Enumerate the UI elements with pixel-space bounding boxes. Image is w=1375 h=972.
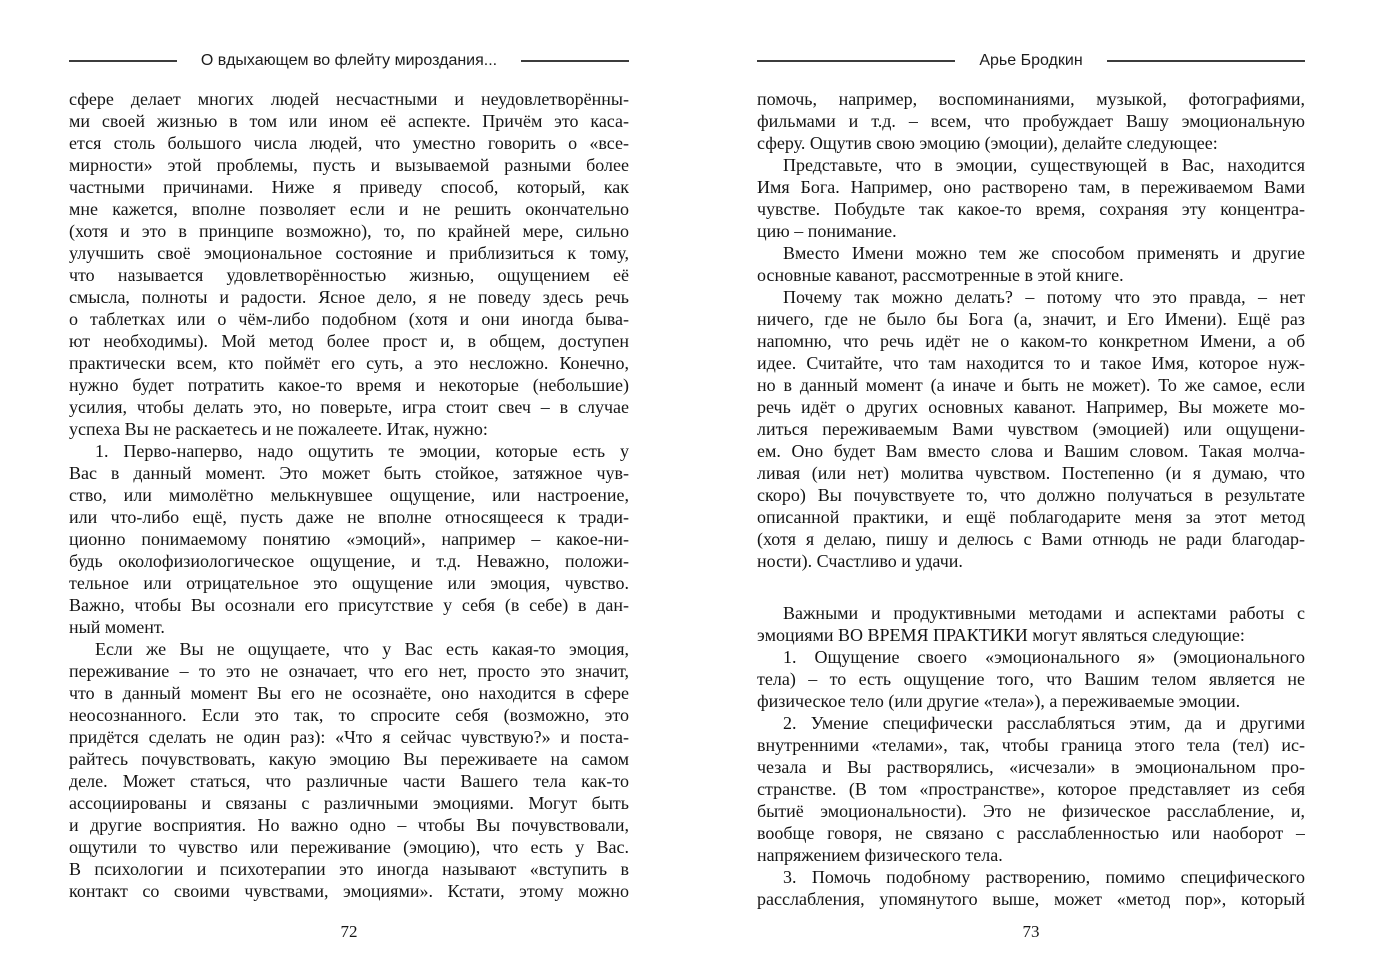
book-page-right xyxy=(757,50,1305,941)
running-header-right xyxy=(757,50,1305,72)
text-line: описанной практики, и ещё поблагодарите меня за этот метод xyxy=(757,507,1305,527)
text-line: напомню, что речь идёт не о каком-то конкретном Имени, а об xyxy=(757,331,1305,351)
text-line: В психологии и психотерапии это иногда называют «вступить в xyxy=(69,859,629,879)
text-line: деле. Может статься, что различные части Вашего тела как-то xyxy=(69,771,629,791)
text-line: литься переживаемым Вами чувством (эмоцией) или ощущени- xyxy=(757,419,1305,439)
running-header-title: О вдыхающем во флейту мироздания... xyxy=(200,52,498,69)
text-line: частными причинами. Ниже я приведу способ, который, как xyxy=(69,177,629,197)
text-line: что называется удовлетворённостью жизнью, ощущением её xyxy=(69,265,629,285)
text-line: речь идёт о других основных каванот. Например, Вы можете мо- xyxy=(757,397,1305,417)
header-rule-left xyxy=(757,60,955,62)
text-line: ционно понимаемому понятию «эмоций», например – какое-ни- xyxy=(69,529,629,549)
text-line: ный момент. xyxy=(69,617,165,637)
text-line: скоро) Вы почувствуете то, что должно получаться в результате xyxy=(757,485,1305,505)
text-line: будь околофизиологическое ощущение, и т.д. Неважно, положи- xyxy=(69,551,629,571)
text-line: и другие восприятия. Но важно одно – чтобы Вы почувствовали, xyxy=(69,815,629,835)
running-header-left xyxy=(69,50,629,72)
text-line: мне кажется, вполне позволяет если и не решить окончательно xyxy=(69,199,629,219)
text-line: Представьте, что в эмоции, существующей в Вас, находится xyxy=(783,155,1305,175)
text-line: придётся сделать не один раз): «Что я сейчас чувствую?» и поста- xyxy=(69,727,629,747)
text-line: чезала и Вы растворялись, «исчезали» в эмоциональном про- xyxy=(757,757,1305,777)
paragraph-gap xyxy=(757,572,1305,602)
text-line: ности). Счастливо и удачи. xyxy=(757,551,963,571)
text-line: райтесь почувствовать, какую эмоцию Вы переживаете на самом xyxy=(69,749,629,769)
header-rule-left xyxy=(69,60,177,62)
text-line: вообще говоря, не связано с расслабленностью или наоборот – xyxy=(757,823,1305,843)
text-line: физическое тело (или другие «тела»), а переживаемые эмоции. xyxy=(757,691,1241,711)
text-line: тельное или отрицательное это ощущение или эмоция, чувство. xyxy=(69,573,629,593)
text-line: улучшить своё эмоциональное состояние и приблизиться к тому, xyxy=(69,243,629,263)
text-line: 1. Перво-наперво, надо ощутить те эмоции, которые есть у xyxy=(95,441,629,461)
text-line: 1. Ощущение своего «эмоционального я» (эмоционального xyxy=(783,647,1305,667)
text-line: бытиё эмоциональности). Это не физическое расслабление, и, xyxy=(757,801,1305,821)
text-line: Если же Вы не ощущаете, что у Вас есть какая-то эмоция, xyxy=(95,639,629,659)
text-line: контакт со своими чувствами, эмоциями». Кстати, этому можно xyxy=(69,881,629,901)
running-header-author: Арье Бродкин xyxy=(979,52,1083,69)
page-body xyxy=(69,88,629,902)
text-line: идее. Считайте, что там находится то и такое Имя, которое нуж- xyxy=(757,353,1305,373)
page-number-left: 72 xyxy=(340,922,358,941)
header-rule-right xyxy=(521,60,629,62)
text-line: переживание – то это не означает, что его нет, просто это значит, xyxy=(69,661,629,681)
text-line: расслабления, упомянутого выше, может «метод пор», который xyxy=(757,889,1305,909)
text-line: ассоциированы и связаны с различными эмоциями. Могут быть xyxy=(69,793,629,813)
text-line: 3. Помочь подобному растворению, помимо специфического xyxy=(783,867,1305,887)
text-line: ми своей жизнью в том или ином её аспекте. Причём это каса- xyxy=(69,111,629,131)
header-rule-right xyxy=(1107,60,1305,62)
text-line: смысла, полноты и радости. Ясное дело, я не поведу здесь речь xyxy=(69,287,629,307)
text-line: ем. Оно будет Вам вместо слова и Вашим словом. Такая молча- xyxy=(757,441,1305,461)
text-line: чувстве. Побудьте так какое-то время, сохраняя эту концентра- xyxy=(757,199,1305,219)
text-line: (хотя и это в принципе возможно), то, по крайней мере, сильно xyxy=(69,221,629,241)
text-line: 2. Умение специфически расслабляться этим, да и другими xyxy=(783,713,1305,733)
text-line: ливая (или нет) молитва чувством. Постепенно (и я думаю, что xyxy=(757,463,1305,483)
text-line: Вместо Имени можно тем же способом применять и другие xyxy=(783,243,1305,263)
text-line: нужно будет потратить какое-то время и некоторые (небольшие) xyxy=(69,375,629,395)
text-line: ство, или мимолётно мелькнувшее ощущение, или настроение, xyxy=(69,485,629,505)
text-line: Важными и продуктивными методами и аспектами работы с xyxy=(783,603,1305,623)
text-line: неосознанного. Если это так, то спросите себя (возможно, это xyxy=(69,705,629,725)
text-line: о таблетках или о чём-либо подобном (хотя и они иногда быва- xyxy=(69,309,629,329)
text-line: помочь, например, воспоминаниями, музыкой, фотографиями, xyxy=(757,89,1305,109)
text-line: мирности» этой проблемы, пусть и вызываемой разными более xyxy=(69,155,629,175)
text-line: ничего, где не было бы Бога (а, значит, и Его Имени). Ещё раз xyxy=(757,309,1305,329)
text-line: сферу. Ощутив свою эмоцию (эмоции), делайте следующее: xyxy=(757,133,1218,153)
text-line: ощутили то чувство или переживание (эмоцию), что есть у Вас. xyxy=(69,837,629,857)
text-line: что в данный момент Вы его не осознаёте, оно находится в сфере xyxy=(69,683,629,703)
text-line: Вас в данный момент. Это может быть стойкое, затяжное чув- xyxy=(69,463,629,483)
text-line: усилия, чтобы делать это, но поверьте, игра стоит свеч – в случае xyxy=(69,397,629,417)
text-line: фильмами и т.д. – всем, что пробуждает Вашу эмоциональную xyxy=(757,111,1305,131)
text-line: эмоциями ВО ВРЕМЯ ПРАКТИКИ могут являться следующие: xyxy=(757,625,1245,645)
text-line: цию – понимание. xyxy=(757,221,897,241)
text-line: странстве. (В том «пространстве», которое представляет из себя xyxy=(757,779,1305,799)
text-line: (хотя я делаю, пишу и делюсь с Вами отнюдь не ради благодар- xyxy=(757,529,1305,549)
text-line: Почему так можно делать? – потому что это правда, – нет xyxy=(783,287,1305,307)
text-line: внутренними «телами», так, чтобы граница этого тела (тел) ис- xyxy=(757,735,1305,755)
page-body xyxy=(757,88,1305,910)
text-line: успеха Вы не раскаетесь и не пожалеете. Итак, нужно: xyxy=(69,419,488,439)
text-line: или что-либо ещё, пусть даже не вполне относящееся к тради- xyxy=(69,507,629,527)
text-line: но в данный момент (а иначе и быть не может). То же самое, если xyxy=(757,375,1305,395)
book-page-left xyxy=(69,50,629,941)
page-number-right: 73 xyxy=(1022,922,1040,941)
text-line: напряжением физического тела. xyxy=(757,845,1003,865)
text-line: Важно, чтобы Вы осознали его присутствие у себя (в себе) в дан- xyxy=(69,595,629,615)
text-line: ется столь большого числа людей, что уместно говорить о «все- xyxy=(69,133,629,153)
text-line: сфере делает многих людей несчастными и неудовлетворённы- xyxy=(69,89,629,109)
text-line: тела) – то есть ощущение того, что Вашим телом является не xyxy=(757,669,1305,689)
text-line: основные каванот, рассмотренные в этой книге. xyxy=(757,265,1124,285)
text-line: практически всем, кто поймёт его суть, а это несложно. Конечно, xyxy=(69,353,629,373)
text-line: Имя Бога. Например, оно растворено там, в переживаемом Вами xyxy=(757,177,1305,197)
text-line: ют необходимы). Мой метод более прост и, в общем, доступен xyxy=(69,331,629,351)
